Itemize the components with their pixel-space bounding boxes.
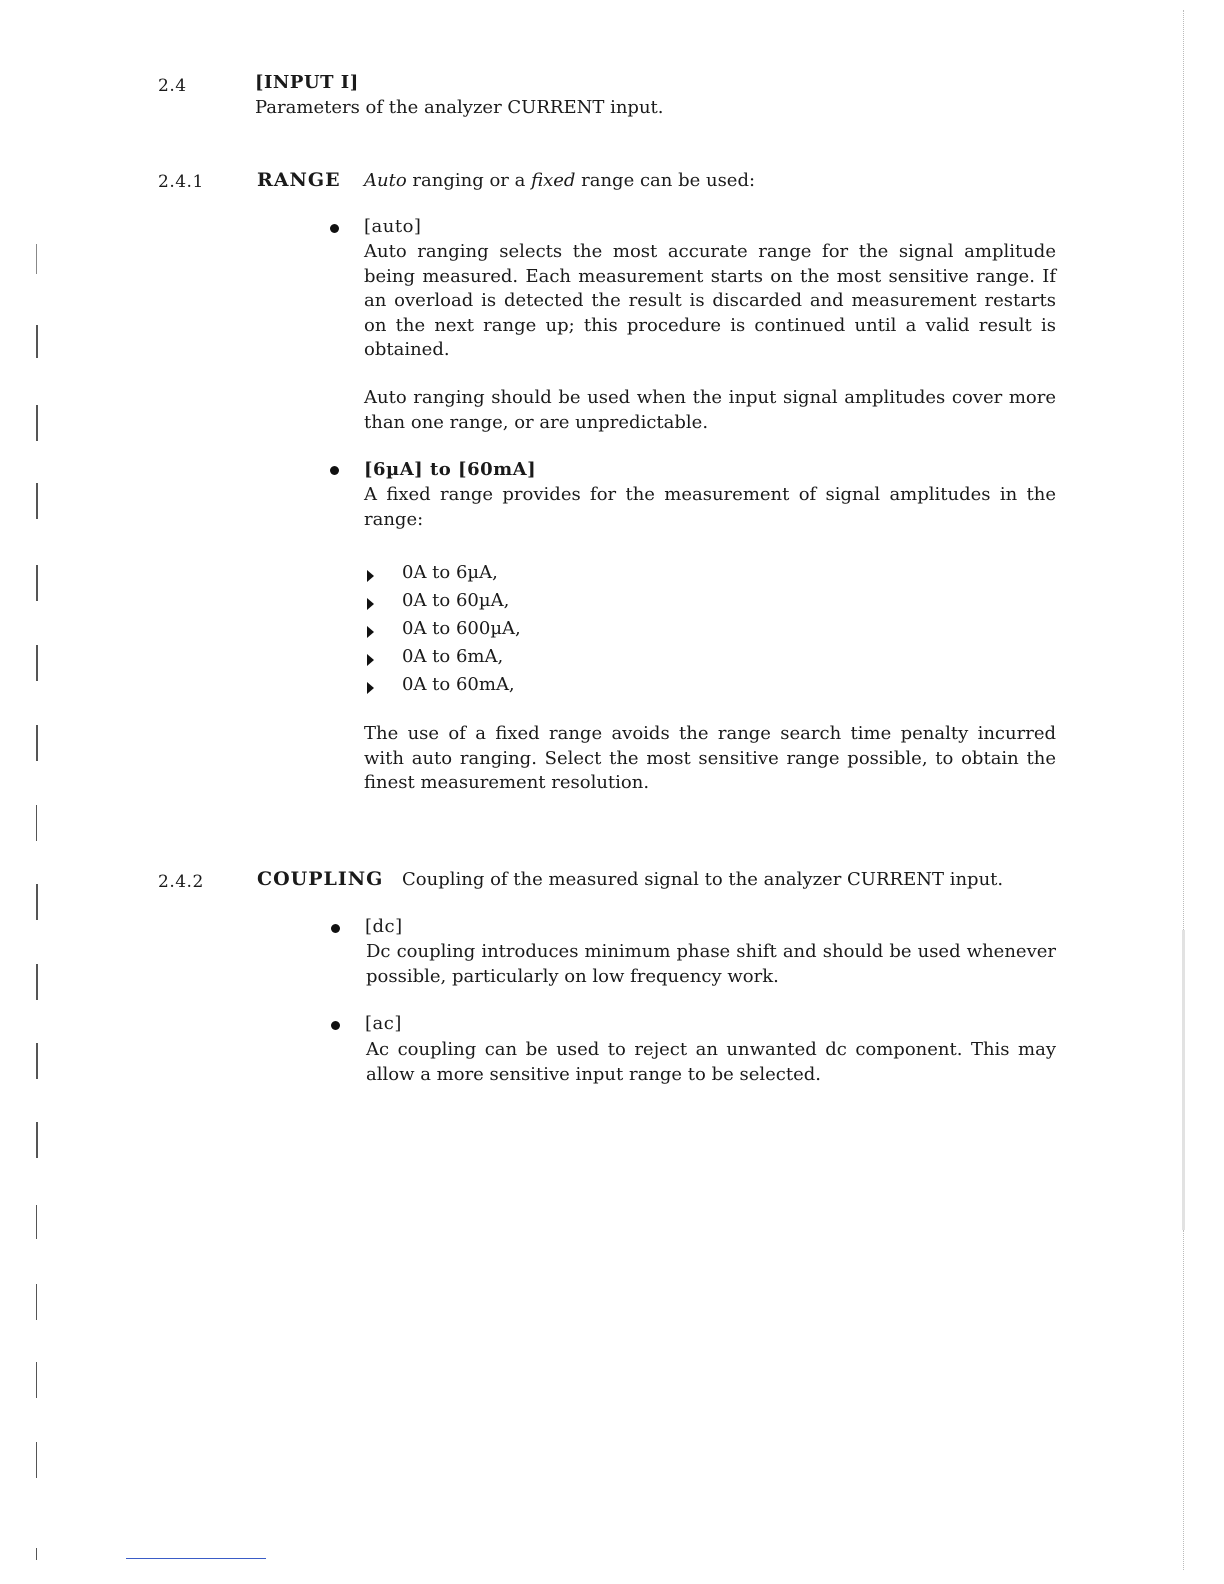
fixed-usage: The use of a fixed range avoids the range search time penalty incurred with auto ranging. Select the most sensitive range possible, to obtain the finest measurement resolution. [364,723,1056,793]
section-subtitle: Parameters of the analyzer CURRENT input. [255,97,664,118]
dc-description: Dc coupling introduces minimum phase shift and should be used whenever possible, particularly on low frequency work. [366,941,1056,987]
bullet-icon [331,924,340,933]
triangle-right-icon [367,598,374,610]
range-intro [364,170,755,191]
intro-text: ranging or a [406,170,532,191]
auto-description: Auto ranging selects the most accurate range for the signal amplitude being measured. Each measurement starts on the most sensitive range. If an overload is detected the result is discarded and measurement restarts on the next range up; this procedure is continued until a valid result is obtained. [364,241,1056,360]
auto-usage: Auto ranging should be used when the input signal amplitudes cover more than one range, or are unpredictable. [364,387,1056,433]
range-value: 0A to 600µA, [402,618,521,639]
triangle-right-icon [367,682,374,694]
triangle-right-icon [367,654,374,666]
range-value: 0A to 6mA, [402,646,504,667]
subsection-number: 2.4.2 [158,872,204,892]
bullet-icon [330,466,339,475]
range-value: 0A to 6µA, [402,562,498,583]
range-value: 0A to 60µA, [402,590,510,611]
ac-label: [ac] [365,1013,402,1034]
range-value: 0A to 60mA, [402,674,515,695]
coupling-intro: Coupling of the measured signal to the analyzer CURRENT input. [402,869,1004,890]
fixed-label: [6µA] to [60mA] [364,459,537,480]
auto-label: [auto] [364,216,422,237]
intro-fixed: fixed [531,170,576,191]
ac-description: Ac coupling can be used to reject an unwanted dc component. This may allow a more sensitive input range to be selected. [366,1039,1056,1085]
dc-label: [dc] [365,916,403,937]
subsection-heading: COUPLING [257,868,384,890]
subsection-heading: RANGE [257,169,341,191]
section-title: [INPUT I] [255,72,359,93]
bullet-icon [330,224,339,233]
triangle-right-icon [367,570,374,582]
section-number: 2.4 [158,76,187,96]
intro-text-end: range can be used: [575,170,756,191]
fixed-description: A fixed range provides for the measurement of signal amplitudes in the range: [364,484,1056,530]
intro-auto: Auto [364,170,407,191]
triangle-right-icon [367,626,374,638]
bullet-icon [331,1021,340,1030]
subsection-number: 2.4.1 [158,172,204,192]
bottom-rule [126,1558,266,1559]
